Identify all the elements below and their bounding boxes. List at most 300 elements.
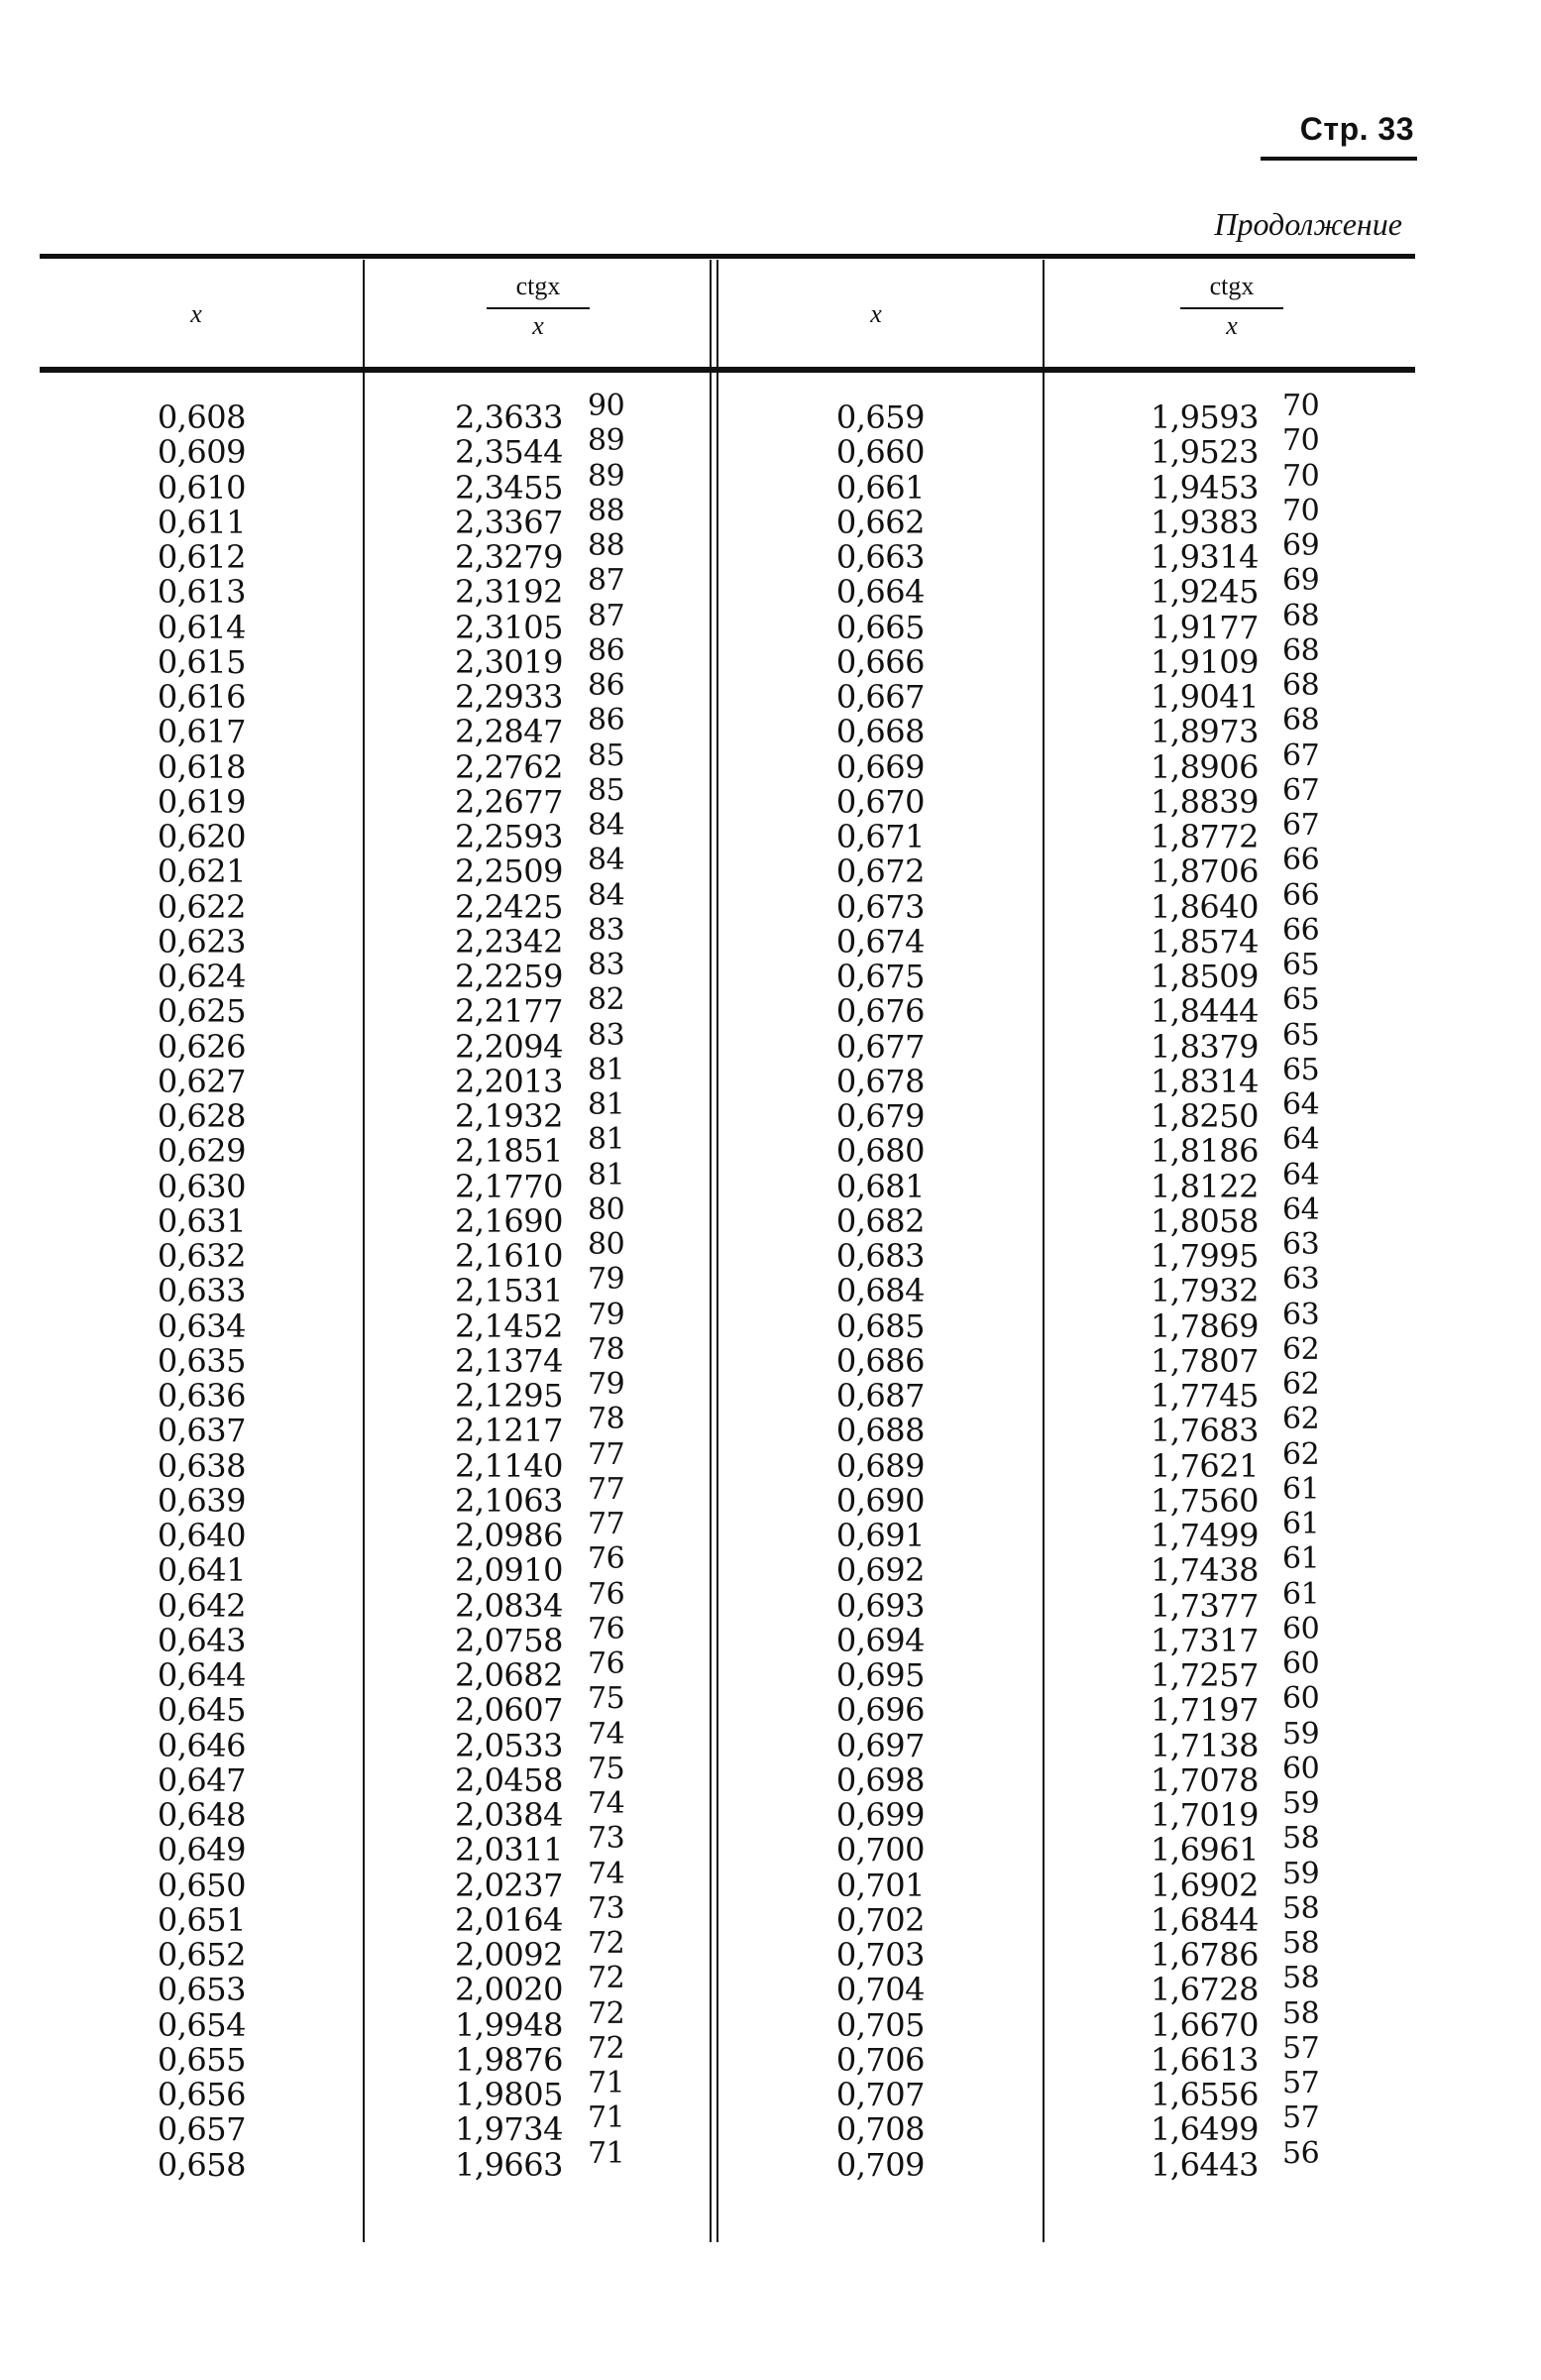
table-cell: 72 bbox=[588, 1961, 625, 1996]
table-cell: 1,9663 bbox=[455, 2145, 563, 2184]
table-cell: 2,2593 bbox=[455, 818, 563, 855]
continuation-label: Продолжение bbox=[1214, 206, 1402, 242]
table-cell: 2,2342 bbox=[455, 922, 563, 961]
table-cell: 1,7317 bbox=[1151, 1621, 1259, 1659]
header-ctg-denominator: x bbox=[532, 311, 544, 340]
table-cell: 1,9109 bbox=[1151, 642, 1259, 681]
table-cell: 1,8906 bbox=[1151, 747, 1259, 786]
table-cell: 77 bbox=[588, 1436, 625, 1472]
table-cell: 0,620 bbox=[157, 818, 246, 855]
table-cell: 2,3544 bbox=[455, 433, 563, 472]
table-cell: 1,8186 bbox=[1151, 1132, 1259, 1171]
table-cell: 68 bbox=[1282, 598, 1320, 633]
table-cell: 1,7683 bbox=[1151, 1412, 1259, 1450]
header-ctg-right bbox=[1180, 272, 1283, 341]
table-cell: 1,7197 bbox=[1151, 1691, 1259, 1730]
table-cell: 85 bbox=[588, 737, 625, 773]
table-cell: 72 bbox=[588, 1995, 625, 2031]
table-cell: 2,3279 bbox=[455, 538, 563, 576]
table-cell: 2,1295 bbox=[455, 1377, 563, 1415]
table-cell: 1,9177 bbox=[1151, 608, 1259, 646]
table-cell: 0,638 bbox=[157, 1446, 246, 1485]
table-cell: 0,652 bbox=[157, 1936, 246, 1974]
table-cell: 2,1610 bbox=[455, 1237, 563, 1275]
table-cell: 2,1374 bbox=[455, 1341, 563, 1380]
table-cell: 0,661 bbox=[835, 468, 925, 507]
table-cell: 70 bbox=[1282, 493, 1320, 528]
table-cell: 71 bbox=[588, 2066, 625, 2100]
table-cell: 84 bbox=[588, 843, 625, 878]
table-cell: 65 bbox=[1282, 982, 1320, 1018]
table-cell: 1,8772 bbox=[1151, 818, 1259, 855]
table-cell: 1,8973 bbox=[1151, 713, 1259, 751]
table-cell: 64 bbox=[1282, 1157, 1320, 1192]
table-cell: 84 bbox=[588, 877, 625, 913]
table-cell: 0,688 bbox=[835, 1412, 925, 1450]
table-cell: 1,6961 bbox=[1151, 1831, 1259, 1870]
table-cell: 86 bbox=[588, 703, 625, 738]
table-cell: 2,2094 bbox=[455, 1027, 563, 1066]
table-cell: 0,682 bbox=[835, 1201, 925, 1240]
table-cell: 0,671 bbox=[835, 818, 925, 855]
table-cell: 71 bbox=[588, 2135, 625, 2171]
table-cell: 0,708 bbox=[835, 2110, 925, 2149]
table-cell: 0,634 bbox=[157, 1306, 246, 1345]
table-cell: 77 bbox=[588, 1471, 625, 1507]
table-header-rule bbox=[40, 367, 1415, 373]
table-cell: 1,7560 bbox=[1151, 1481, 1259, 1520]
table-cell: 2,0834 bbox=[455, 1586, 563, 1625]
table-cell: 0,648 bbox=[157, 1796, 246, 1834]
table-cell: 1,6499 bbox=[1151, 2110, 1259, 2149]
table-cell: 0,658 bbox=[157, 2145, 246, 2184]
table-cell: 0,609 bbox=[157, 433, 246, 472]
table-cell: 1,7438 bbox=[1151, 1551, 1259, 1590]
table-cell: 65 bbox=[1282, 1017, 1320, 1053]
table-cell: 85 bbox=[588, 772, 625, 808]
table-cell: 1,8250 bbox=[1151, 1097, 1259, 1135]
header-x-left: x bbox=[190, 299, 202, 328]
table-cell: 1,8706 bbox=[1151, 852, 1259, 891]
table-cell: 61 bbox=[1282, 1576, 1320, 1612]
table-cell: 1,8314 bbox=[1151, 1062, 1259, 1100]
table-cell: 0,667 bbox=[835, 678, 925, 716]
table-cell: 1,9876 bbox=[455, 2040, 563, 2079]
table-cell: 0,692 bbox=[835, 1551, 925, 1590]
table-cell: 60 bbox=[1282, 1681, 1320, 1717]
table-cell: 1,8574 bbox=[1151, 922, 1259, 961]
table-cell: 68 bbox=[1282, 632, 1320, 668]
table-cell: 58 bbox=[1282, 1890, 1320, 1926]
left-diff-column bbox=[588, 389, 647, 2171]
table-cell: 80 bbox=[588, 1191, 625, 1227]
table-cell: 0,645 bbox=[157, 1691, 246, 1730]
table-cell: 0,630 bbox=[157, 1167, 246, 1205]
table-cell: 79 bbox=[588, 1262, 625, 1298]
table-cell: 64 bbox=[1282, 1122, 1320, 1158]
table-cell: 62 bbox=[1282, 1331, 1320, 1367]
table-cell: 64 bbox=[1282, 1191, 1320, 1227]
header-x-right: x bbox=[870, 299, 882, 328]
table-cell: 0,690 bbox=[835, 1481, 925, 1520]
table-cell: 1,7499 bbox=[1151, 1517, 1259, 1554]
table-cell: 89 bbox=[588, 423, 625, 459]
table-cell: 88 bbox=[588, 493, 625, 528]
table-cell: 81 bbox=[588, 1052, 625, 1087]
table-cell: 0,674 bbox=[835, 922, 925, 961]
table-cell: 0,670 bbox=[835, 782, 925, 821]
table-cell: 1,8058 bbox=[1151, 1201, 1259, 1240]
table-cell: 81 bbox=[588, 1157, 625, 1192]
table-cell: 2,2847 bbox=[455, 713, 563, 751]
table-cell: 0,681 bbox=[835, 1167, 925, 1205]
table-cell: 59 bbox=[1282, 1786, 1320, 1821]
table-cell: 0,623 bbox=[157, 922, 246, 961]
table-cell: 2,1932 bbox=[455, 1097, 563, 1135]
table-cell: 1,9523 bbox=[1151, 433, 1259, 472]
table-cell: 72 bbox=[588, 1926, 625, 1961]
table-cell: 0,641 bbox=[157, 1551, 246, 1590]
table-cell: 77 bbox=[588, 1507, 625, 1541]
table-cell: 0,650 bbox=[157, 1866, 246, 1904]
table-cell: 2,0092 bbox=[455, 1936, 563, 1974]
right-x-column bbox=[687, 400, 925, 2183]
table-cell: 2,0237 bbox=[455, 1866, 563, 1904]
table-cell: 66 bbox=[1282, 843, 1320, 878]
table-cell: 1,9593 bbox=[1151, 398, 1259, 436]
table-cell: 1,7807 bbox=[1151, 1341, 1259, 1380]
table-cell: 2,0311 bbox=[455, 1831, 563, 1870]
table-cell: 73 bbox=[588, 1821, 625, 1857]
table-cell: 0,696 bbox=[835, 1691, 925, 1730]
table-cell: 69 bbox=[1282, 563, 1320, 599]
table-cell: 0,679 bbox=[835, 1097, 925, 1135]
table-cell: 0,644 bbox=[157, 1656, 246, 1694]
page-number-underline bbox=[1261, 157, 1417, 161]
table-cell: 87 bbox=[588, 598, 625, 633]
table-cell: 82 bbox=[588, 982, 625, 1018]
table-cell: 74 bbox=[588, 1716, 625, 1752]
table-cell: 62 bbox=[1282, 1402, 1320, 1437]
table-cell: 63 bbox=[1282, 1262, 1320, 1298]
table-cell: 86 bbox=[588, 668, 625, 703]
table-cell: 2,2425 bbox=[455, 887, 563, 926]
table-cell: 0,621 bbox=[157, 852, 246, 891]
table-cell: 67 bbox=[1282, 808, 1320, 843]
table-cell: 58 bbox=[1282, 1926, 1320, 1961]
table-cell: 1,7932 bbox=[1151, 1272, 1259, 1310]
table-cell: 0,699 bbox=[835, 1796, 925, 1834]
table-cell: 2,0164 bbox=[455, 1900, 563, 1939]
header-ctg-numerator: ctgx bbox=[487, 272, 590, 309]
table-cell: 0,613 bbox=[157, 573, 246, 612]
table-cell: 0,647 bbox=[157, 1760, 246, 1799]
table-cell: 2,2933 bbox=[455, 678, 563, 716]
table-cell: 2,2013 bbox=[455, 1062, 563, 1100]
table-cell: 80 bbox=[588, 1227, 625, 1262]
table-cell: 1,8379 bbox=[1151, 1027, 1259, 1066]
table-cell: 2,1690 bbox=[455, 1201, 563, 1240]
table-cell: 0,639 bbox=[157, 1481, 246, 1520]
table-cell: 0,637 bbox=[157, 1412, 246, 1450]
table-cell: 2,0384 bbox=[455, 1796, 563, 1834]
table-cell: 66 bbox=[1282, 912, 1320, 948]
table-cell: 1,9948 bbox=[455, 2005, 563, 2044]
table-cell: 58 bbox=[1282, 1821, 1320, 1857]
table-cell: 0,686 bbox=[835, 1341, 925, 1380]
table-cell: 74 bbox=[588, 1786, 625, 1821]
table-cell: 89 bbox=[588, 458, 625, 494]
table-cell: 59 bbox=[1282, 1856, 1320, 1891]
table-cell: 0,675 bbox=[835, 958, 925, 995]
table-cell: 0,633 bbox=[157, 1272, 246, 1310]
table-cell: 0,656 bbox=[157, 2076, 246, 2113]
table-cell: 62 bbox=[1282, 1436, 1320, 1472]
table-cell: 0,697 bbox=[835, 1726, 925, 1764]
table-cell: 2,1770 bbox=[455, 1167, 563, 1205]
table-cell: 78 bbox=[588, 1331, 625, 1367]
table-cell: 83 bbox=[588, 1017, 625, 1053]
table-cell: 1,7377 bbox=[1151, 1586, 1259, 1625]
table-cell: 0,694 bbox=[835, 1621, 925, 1659]
table-cell: 2,1531 bbox=[455, 1272, 563, 1310]
table-cell: 71 bbox=[588, 2100, 625, 2136]
table-cell: 61 bbox=[1282, 1471, 1320, 1507]
table-cell: 0,676 bbox=[835, 992, 925, 1031]
table-cell: 84 bbox=[588, 808, 625, 843]
table-cell: 2,1063 bbox=[455, 1481, 563, 1520]
table-cell: 1,6786 bbox=[1151, 1936, 1259, 1974]
table-cell: 67 bbox=[1282, 737, 1320, 773]
table-cell: 0,703 bbox=[835, 1936, 925, 1974]
table-cell: 0,698 bbox=[835, 1760, 925, 1799]
table-cell: 0,626 bbox=[157, 1027, 246, 1066]
table-cell: 86 bbox=[588, 632, 625, 668]
table-cell: 2,0020 bbox=[455, 1971, 563, 2009]
table-cell: 2,1217 bbox=[455, 1412, 563, 1450]
table-cell: 2,2509 bbox=[455, 852, 563, 891]
table-cell: 0,666 bbox=[835, 642, 925, 681]
table-cell: 78 bbox=[588, 1402, 625, 1437]
table-cell: 1,6844 bbox=[1151, 1900, 1259, 1939]
table-cell: 76 bbox=[588, 1611, 625, 1646]
table-cell: 0,695 bbox=[835, 1656, 925, 1694]
table-cell: 1,7995 bbox=[1151, 1237, 1259, 1275]
table-cell: 65 bbox=[1282, 948, 1320, 982]
table-cell: 0,642 bbox=[157, 1586, 246, 1625]
table-cell: 83 bbox=[588, 912, 625, 948]
table-cell: 0,706 bbox=[835, 2040, 925, 2079]
table-cell: 75 bbox=[588, 1751, 625, 1786]
table-cell: 0,665 bbox=[835, 608, 925, 646]
table-cell: 59 bbox=[1282, 1716, 1320, 1752]
table-cell: 2,2762 bbox=[455, 747, 563, 786]
table-cell: 0,657 bbox=[157, 2110, 246, 2149]
table-cell: 1,7019 bbox=[1151, 1796, 1259, 1834]
table-cell: 2,3019 bbox=[455, 642, 563, 681]
table-cell: 0,615 bbox=[157, 642, 246, 681]
table-cell: 57 bbox=[1282, 2066, 1320, 2100]
table-cell: 2,2177 bbox=[455, 992, 563, 1031]
table-cell: 0,700 bbox=[835, 1831, 925, 1870]
table-cell: 1,6613 bbox=[1151, 2040, 1259, 2079]
table-cell: 0,629 bbox=[157, 1132, 246, 1171]
table-cell: 2,3633 bbox=[455, 398, 563, 436]
table-cell: 60 bbox=[1282, 1646, 1320, 1681]
page-number: Стр. 33 bbox=[1299, 111, 1414, 147]
table-cell: 0,631 bbox=[157, 1201, 246, 1240]
header-ctg-left bbox=[487, 272, 590, 341]
table-cell: 0,693 bbox=[835, 1586, 925, 1625]
table-cell: 1,8509 bbox=[1151, 958, 1259, 995]
table-cell: 2,0910 bbox=[455, 1551, 563, 1590]
table-cell: 65 bbox=[1282, 1052, 1320, 1087]
table-cell: 0,673 bbox=[835, 887, 925, 926]
table-cell: 2,2259 bbox=[455, 958, 563, 995]
table-cell: 2,0607 bbox=[455, 1691, 563, 1730]
table-cell: 0,627 bbox=[157, 1062, 246, 1100]
table-cell: 2,0682 bbox=[455, 1656, 563, 1694]
table-cell: 2,3455 bbox=[455, 468, 563, 507]
table-cell: 88 bbox=[588, 528, 625, 563]
table-cell: 0,636 bbox=[157, 1377, 246, 1415]
table-cell: 76 bbox=[588, 1646, 625, 1681]
table-cell: 0,689 bbox=[835, 1446, 925, 1485]
table-cell: 1,7257 bbox=[1151, 1656, 1259, 1694]
table-cell: 0,610 bbox=[157, 468, 246, 507]
table-cell: 2,1140 bbox=[455, 1446, 563, 1485]
right-ctg-column bbox=[1021, 400, 1259, 2183]
table-cell: 1,6670 bbox=[1151, 2005, 1259, 2044]
table-cell: 1,6443 bbox=[1151, 2145, 1259, 2184]
table-cell: 0,649 bbox=[157, 1831, 246, 1870]
table-cell: 67 bbox=[1282, 772, 1320, 808]
table-cell: 56 bbox=[1282, 2135, 1320, 2171]
table-cell: 2,3192 bbox=[455, 573, 563, 612]
table-cell: 0,616 bbox=[157, 678, 246, 716]
table-cell: 60 bbox=[1282, 1611, 1320, 1646]
table-cell: 0,683 bbox=[835, 1237, 925, 1275]
table-cell: 76 bbox=[588, 1576, 625, 1612]
table-cell: 0,685 bbox=[835, 1306, 925, 1345]
table-cell: 69 bbox=[1282, 528, 1320, 563]
table-cell: 1,7745 bbox=[1151, 1377, 1259, 1415]
table-cell: 0,653 bbox=[157, 1971, 246, 2009]
table-cell: 0,672 bbox=[835, 852, 925, 891]
table-cell: 1,6728 bbox=[1151, 1971, 1259, 2009]
table-cell: 58 bbox=[1282, 1961, 1320, 1996]
table-cell: 0,677 bbox=[835, 1027, 925, 1066]
table-cell: 0,654 bbox=[157, 2005, 246, 2044]
table-cell: 2,1851 bbox=[455, 1132, 563, 1171]
table-cell: 68 bbox=[1282, 703, 1320, 738]
table-cell: 0,628 bbox=[157, 1097, 246, 1135]
table-cell: 90 bbox=[588, 389, 625, 423]
table-cell: 0,635 bbox=[157, 1341, 246, 1380]
right-diff-column bbox=[1282, 389, 1342, 2171]
table-cell: 0,619 bbox=[157, 782, 246, 821]
table-cell: 0,646 bbox=[157, 1726, 246, 1764]
table-cell: 1,9383 bbox=[1151, 503, 1259, 541]
table-cell: 0,622 bbox=[157, 887, 246, 926]
table-cell: 0,704 bbox=[835, 1971, 925, 2009]
table-cell: 1,6556 bbox=[1151, 2076, 1259, 2113]
table-cell: 0,618 bbox=[157, 747, 246, 786]
table-cell: 0,612 bbox=[157, 538, 246, 576]
table-cell: 79 bbox=[588, 1367, 625, 1402]
table-cell: 62 bbox=[1282, 1367, 1320, 1402]
header-ctg-numerator: ctgx bbox=[1180, 272, 1283, 309]
table-cell: 0,617 bbox=[157, 713, 246, 751]
table-cell: 70 bbox=[1282, 458, 1320, 494]
table-cell: 66 bbox=[1282, 877, 1320, 913]
table-cell: 72 bbox=[588, 2030, 625, 2066]
table-cell: 1,8444 bbox=[1151, 992, 1259, 1031]
table-cell: 0,669 bbox=[835, 747, 925, 786]
table-cell: 0,691 bbox=[835, 1517, 925, 1554]
table-cell: 0,664 bbox=[835, 573, 925, 612]
table-cell: 1,9314 bbox=[1151, 538, 1259, 576]
table-cell: 0,705 bbox=[835, 2005, 925, 2044]
left-ctg-column bbox=[325, 400, 563, 2183]
left-x-column bbox=[8, 400, 246, 2183]
table-cell: 60 bbox=[1282, 1751, 1320, 1786]
table-cell: 2,1452 bbox=[455, 1306, 563, 1345]
header-ctg-denominator: x bbox=[1226, 311, 1238, 340]
table-cell: 2,3367 bbox=[455, 503, 563, 541]
table-cell: 70 bbox=[1282, 423, 1320, 459]
table-cell: 73 bbox=[588, 1890, 625, 1926]
table-cell: 75 bbox=[588, 1681, 625, 1717]
table-cell: 79 bbox=[588, 1297, 625, 1332]
table-cell: 0,608 bbox=[157, 398, 246, 436]
table-cell: 1,9245 bbox=[1151, 573, 1259, 612]
table-cell: 2,3105 bbox=[455, 608, 563, 646]
table-cell: 2,0533 bbox=[455, 1726, 563, 1764]
table-cell: 1,6902 bbox=[1151, 1866, 1259, 1904]
table-cell: 0,709 bbox=[835, 2145, 925, 2184]
table-cell: 0,651 bbox=[157, 1900, 246, 1939]
table-cell: 0,702 bbox=[835, 1900, 925, 1939]
table-cell: 0,662 bbox=[835, 503, 925, 541]
table-cell: 1,9805 bbox=[455, 2076, 563, 2113]
table-cell: 1,8640 bbox=[1151, 887, 1259, 926]
table-cell: 58 bbox=[1282, 1995, 1320, 2031]
table-cell: 57 bbox=[1282, 2030, 1320, 2066]
table-top-rule bbox=[40, 254, 1415, 259]
table-cell: 2,0986 bbox=[455, 1517, 563, 1554]
table-cell: 81 bbox=[588, 1122, 625, 1158]
table-cell: 0,663 bbox=[835, 538, 925, 576]
table-cell: 0,611 bbox=[157, 503, 246, 541]
table-cell: 0,701 bbox=[835, 1866, 925, 1904]
table-cell: 1,8122 bbox=[1151, 1167, 1259, 1205]
table-cell: 1,7138 bbox=[1151, 1726, 1259, 1764]
table-cell: 0,614 bbox=[157, 608, 246, 646]
table-cell: 63 bbox=[1282, 1227, 1320, 1262]
table-cell: 0,678 bbox=[835, 1062, 925, 1100]
table-cell: 1,7621 bbox=[1151, 1446, 1259, 1485]
table-cell: 64 bbox=[1282, 1087, 1320, 1122]
table-cell: 81 bbox=[588, 1087, 625, 1122]
table-cell: 63 bbox=[1282, 1297, 1320, 1332]
table-cell: 0,640 bbox=[157, 1517, 246, 1554]
table-cell: 0,625 bbox=[157, 992, 246, 1031]
table-cell: 1,7869 bbox=[1151, 1306, 1259, 1345]
table-cell: 0,668 bbox=[835, 713, 925, 751]
table-cell: 68 bbox=[1282, 668, 1320, 703]
table-cell: 70 bbox=[1282, 389, 1320, 423]
